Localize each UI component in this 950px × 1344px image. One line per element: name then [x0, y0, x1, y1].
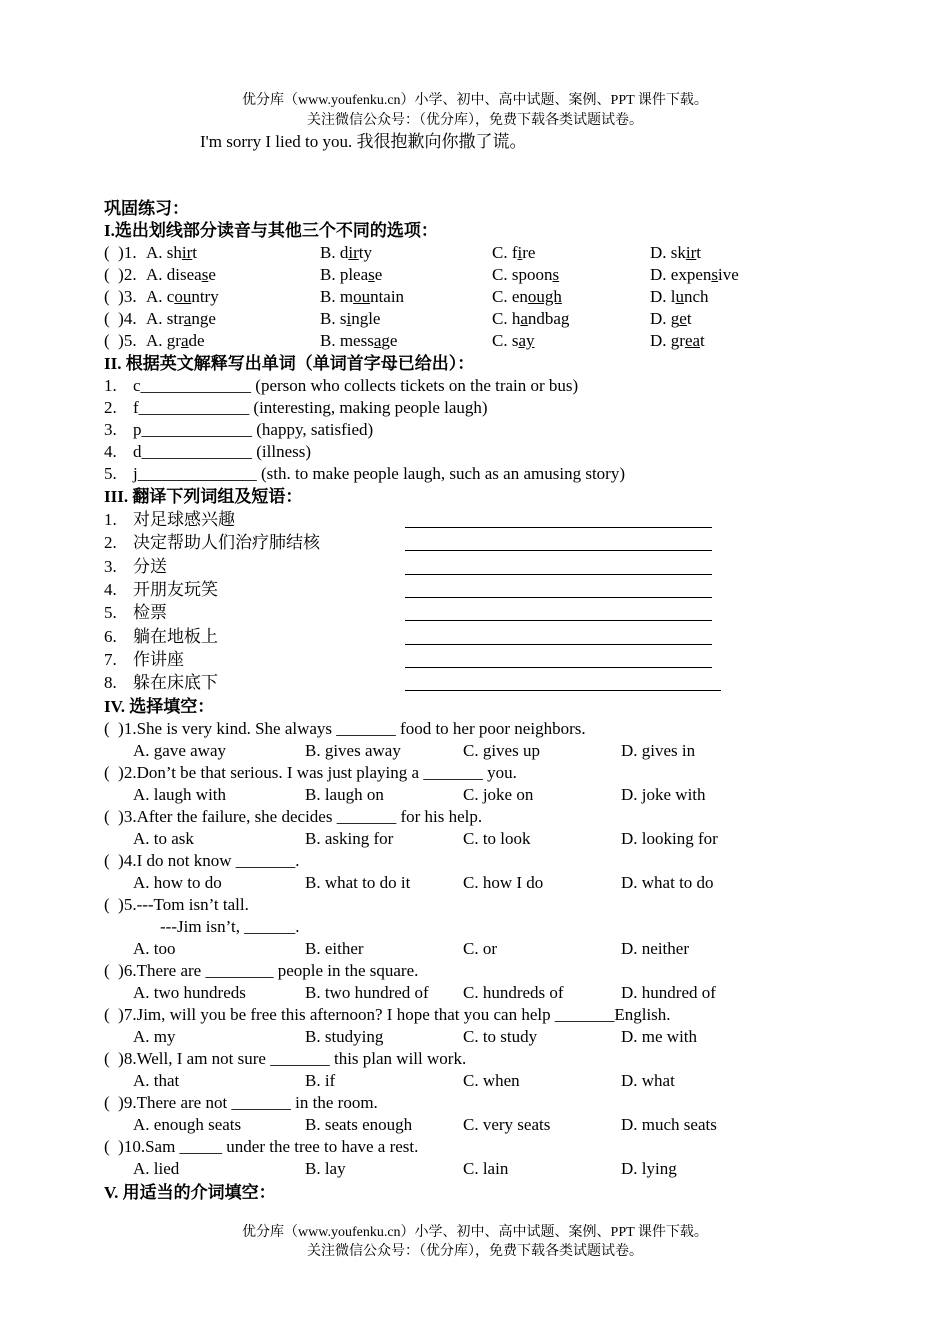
section1-title: I.选出划线部分读音与其他三个不同的选项：: [104, 221, 438, 240]
underlined-sound: u: [675, 287, 684, 306]
option-a: [146, 330, 205, 352]
underlined-sound: e: [679, 309, 687, 328]
item-number: 2.: [104, 533, 117, 553]
answer-option: A. how to do: [133, 873, 222, 892]
answer-blank[interactable]: _____________: [141, 442, 257, 461]
english-definition: (person who collects tickets on the train or bus): [255, 376, 579, 395]
header-line-1: 优分库（www.youfenku.cn）小学、初中、高中试题、案例、PPT 课件下载。: [242, 93, 708, 108]
option-b: [320, 264, 382, 286]
answer-line[interactable]: [405, 574, 712, 575]
option-c: [492, 242, 535, 264]
option-a: [146, 286, 219, 308]
option-text: A. str: [146, 309, 184, 328]
option-text: D. l: [650, 287, 676, 306]
item-number: 3.: [104, 556, 117, 576]
section2-title: II. 根据英文解释写出单词（单词首字母已给出）：: [104, 354, 475, 373]
option-text: e: [374, 265, 383, 284]
question-stem-continued: ---Jim isn’t, ______.: [160, 917, 300, 936]
item-number: 7.: [104, 649, 117, 669]
chinese-phrase: 作讲座: [133, 649, 184, 669]
section3-title: III. 翻译下列词组及短语：: [104, 487, 303, 506]
question-stem: ( )5.---Tom isn’t tall.: [104, 895, 249, 914]
intro-sentence: I'm sorry I lied to you. 我很抱歉向你撒了谎。: [200, 132, 527, 151]
option-text: B. m: [320, 287, 354, 306]
answer-option: D. what: [621, 1071, 675, 1090]
option-d: [650, 286, 709, 308]
chinese-phrase: 开朋友玩笑: [133, 579, 218, 599]
answer-option: D. gives in: [621, 741, 696, 760]
underlined-sound: a: [520, 309, 528, 328]
question-stem: ( )10.Sam _____ under the tree to have a rest.: [104, 1137, 419, 1156]
option-text: nch: [684, 287, 709, 306]
answer-line[interactable]: [405, 644, 712, 645]
underlined-sound: ir: [685, 243, 697, 262]
option-text: nge: [191, 309, 216, 328]
option-text: D. expen: [650, 265, 712, 284]
option-text: t: [700, 331, 705, 350]
option-d: [650, 308, 692, 330]
option-text: D. g: [650, 309, 680, 328]
option-text: D. gr: [650, 331, 685, 350]
underlined-sound: s: [552, 265, 560, 284]
answer-option: A. lied: [133, 1159, 180, 1178]
option-text: B. mess: [320, 331, 374, 350]
item-number: 1.: [104, 510, 117, 529]
answer-option: B. what to do it: [305, 873, 411, 892]
option-d: [650, 330, 705, 352]
answer-option: B. seats enough: [305, 1115, 413, 1134]
answer-option: A. enough seats: [133, 1115, 242, 1134]
underlined-sound: s: [201, 265, 209, 284]
option-a: [146, 242, 197, 264]
option-text: ngle: [351, 309, 381, 328]
option-d: [650, 264, 739, 286]
question-number: ( )1.: [104, 243, 137, 262]
definition-item: [133, 397, 488, 419]
answer-blank[interactable]: _____________: [141, 420, 257, 439]
option-c: [492, 264, 559, 286]
answer-blank[interactable]: _____________: [140, 376, 256, 395]
header-line-2: 关注微信公众号：（优分库），免费下载各类试题试卷。: [307, 113, 643, 128]
underlined-sound: i: [346, 309, 352, 328]
question-stem: ( )1.She is very kind. She always _______ food to her poor neighbors.: [104, 719, 586, 738]
answer-option: D. me with: [621, 1027, 698, 1046]
answer-option: B. lay: [305, 1159, 346, 1178]
question-number: ( )3.: [104, 287, 137, 306]
item-number: 1.: [104, 376, 117, 395]
english-definition: (interesting, making people laugh): [253, 398, 488, 417]
section4-title: IV. 选择填空：: [104, 697, 215, 716]
question-stem: ( )9.There are not _______ in the room.: [104, 1093, 378, 1112]
item-number: 2.: [104, 398, 117, 417]
item-number: 5.: [104, 603, 117, 623]
underlined-sound: ir: [348, 243, 359, 262]
answer-option: A. that: [133, 1071, 180, 1090]
first-letter: c: [133, 376, 141, 395]
answer-option: B. studying: [305, 1027, 384, 1046]
option-text: B. plea: [320, 265, 369, 284]
option-c: [492, 330, 535, 352]
option-text: ntain: [370, 287, 405, 306]
option-b: [320, 330, 397, 352]
answer-option: C. when: [463, 1071, 520, 1090]
item-number: 6.: [104, 626, 117, 646]
practice-title: 巩固练习：: [104, 199, 189, 218]
option-text: t: [192, 243, 198, 262]
answer-option: C. to look: [463, 829, 531, 848]
option-b: [320, 286, 404, 308]
option-text: t: [686, 309, 692, 328]
answer-option: D. what to do: [621, 873, 714, 892]
answer-option: C. gives up: [463, 741, 540, 760]
chinese-phrase: 躲在床底下: [133, 673, 218, 693]
answer-option: A. gave away: [133, 741, 226, 760]
answer-option: C. how I do: [463, 873, 544, 892]
option-text: A. gr: [146, 331, 181, 350]
underlined-sound: ough: [527, 287, 562, 306]
definition-item: [133, 419, 373, 441]
underlined-sound: ir: [181, 243, 193, 262]
option-text: D. sk: [650, 243, 686, 262]
underlined-sound: a: [373, 331, 382, 350]
answer-line[interactable]: [405, 690, 721, 691]
answer-option: C. or: [463, 939, 497, 958]
answer-line[interactable]: [405, 527, 712, 528]
chinese-phrase: 决定帮助人们治疗肺结核: [133, 533, 320, 553]
answer-line[interactable]: [405, 667, 712, 668]
question-number: ( )5.: [104, 331, 137, 350]
definition-item: [133, 441, 311, 463]
answer-option: A. too: [133, 939, 176, 958]
answer-line[interactable]: [405, 620, 712, 621]
option-text: ty: [358, 243, 372, 262]
answer-blank[interactable]: _____________: [138, 398, 254, 417]
answer-option: D. much seats: [621, 1115, 717, 1134]
option-a: [146, 308, 216, 330]
item-number: 4.: [104, 579, 117, 599]
option-text: re: [522, 243, 536, 262]
footer-line-2: 关注微信公众号：（优分库），免费下载各类试题试卷。: [307, 1244, 643, 1259]
answer-option: D. lying: [621, 1159, 677, 1178]
option-c: [492, 308, 569, 330]
answer-option: A. two hundreds: [133, 983, 246, 1002]
option-b: [320, 242, 372, 264]
underlined-sound: i: [517, 243, 523, 262]
footer-line-1: 优分库（www.youfenku.cn）小学、初中、高中试题、案例、PPT 课件下载。: [242, 1225, 708, 1240]
first-letter: f: [133, 398, 139, 417]
option-d: [650, 242, 701, 264]
answer-option: D. neither: [621, 939, 689, 958]
definition-item: [133, 375, 578, 397]
item-number: 4.: [104, 442, 117, 461]
option-text: C. s: [492, 331, 519, 350]
chinese-phrase: 躺在地板上: [133, 626, 218, 646]
question-stem: ( )7.Jim, will you be free this afternoon? I hope that you can help _______English.: [104, 1005, 671, 1024]
option-text: A. c: [146, 287, 175, 306]
answer-option: C. to study: [463, 1027, 538, 1046]
answer-line[interactable]: [405, 550, 712, 551]
section5-title: V. 用适当的介词填空：: [104, 1183, 276, 1202]
question-number: ( )2.: [104, 265, 137, 284]
item-number: 3.: [104, 420, 117, 439]
question-stem: ( )6.There are ________ people in the square.: [104, 961, 419, 980]
option-a: [146, 264, 216, 286]
item-number: 5.: [104, 464, 117, 483]
answer-option: A. to ask: [133, 829, 194, 848]
answer-option: B. gives away: [305, 741, 401, 760]
answer-option: C. joke on: [463, 785, 534, 804]
answer-option: B. if: [305, 1071, 336, 1090]
underlined-sound: a: [183, 309, 192, 328]
option-c: [492, 286, 562, 308]
option-text: A. sh: [146, 243, 182, 262]
answer-option: B. either: [305, 939, 364, 958]
answer-option: D. looking for: [621, 829, 718, 848]
english-definition: (sth. to make people laugh, such as an amusing story): [260, 464, 625, 483]
definition-item: [133, 463, 625, 485]
option-text: C. h: [492, 309, 521, 328]
underlined-sound: ou: [353, 287, 371, 306]
option-text: ndbag: [527, 309, 570, 328]
option-text: B. s: [320, 309, 347, 328]
answer-option: A. laugh with: [133, 785, 227, 804]
underlined-sound: ay: [518, 331, 535, 350]
answer-option: B. two hundred of: [305, 983, 429, 1002]
underlined-sound: a: [180, 331, 189, 350]
chinese-phrase: 分送: [133, 556, 167, 576]
answer-option: B. asking for: [305, 829, 394, 848]
answer-option: C. lain: [463, 1159, 509, 1178]
question-number: ( )4.: [104, 309, 137, 328]
english-definition: (happy, satisfied): [256, 420, 374, 439]
underlined-sound: s: [711, 265, 718, 284]
option-text: t: [696, 243, 702, 262]
option-text: A. disea: [146, 265, 202, 284]
underlined-sound: ea: [684, 331, 701, 350]
question-stem: ( )2.Don’t be that serious. I was just playing a _______ you.: [104, 763, 517, 782]
underlined-sound: ou: [174, 287, 192, 306]
question-stem: ( )8.Well, I am not sure _______ this plan will work.: [104, 1049, 467, 1068]
underlined-sound: s: [368, 265, 375, 284]
answer-blank[interactable]: ______________: [137, 464, 261, 483]
answer-line[interactable]: [405, 597, 712, 598]
question-stem: ( )3.After the failure, she decides _______ for his help.: [104, 807, 483, 826]
item-number: 8.: [104, 673, 117, 693]
first-letter: p: [133, 420, 142, 439]
option-text: ntry: [191, 287, 219, 306]
option-text: B. d: [320, 243, 349, 262]
answer-option: C. very seats: [463, 1115, 551, 1134]
first-letter: d: [133, 442, 142, 461]
answer-option: C. hundreds of: [463, 983, 564, 1002]
option-text: C. spoon: [492, 265, 553, 284]
english-definition: (illness): [256, 442, 312, 461]
option-text: de: [188, 331, 205, 350]
option-b: [320, 308, 380, 330]
option-text: e: [208, 265, 216, 284]
option-text: C. f: [492, 243, 518, 262]
answer-option: D. hundred of: [621, 983, 716, 1002]
chinese-phrase: 对足球感兴趣: [133, 510, 235, 529]
option-text: ive: [718, 265, 739, 284]
answer-option: A. my: [133, 1027, 176, 1046]
option-text: ge: [381, 331, 398, 350]
answer-option: B. laugh on: [305, 785, 384, 804]
answer-option: D. joke with: [621, 785, 706, 804]
option-text: C. en: [492, 287, 528, 306]
question-stem: ( )4.I do not know _______.: [104, 851, 300, 870]
first-letter: j: [133, 464, 138, 483]
chinese-phrase: 检票: [133, 603, 167, 623]
